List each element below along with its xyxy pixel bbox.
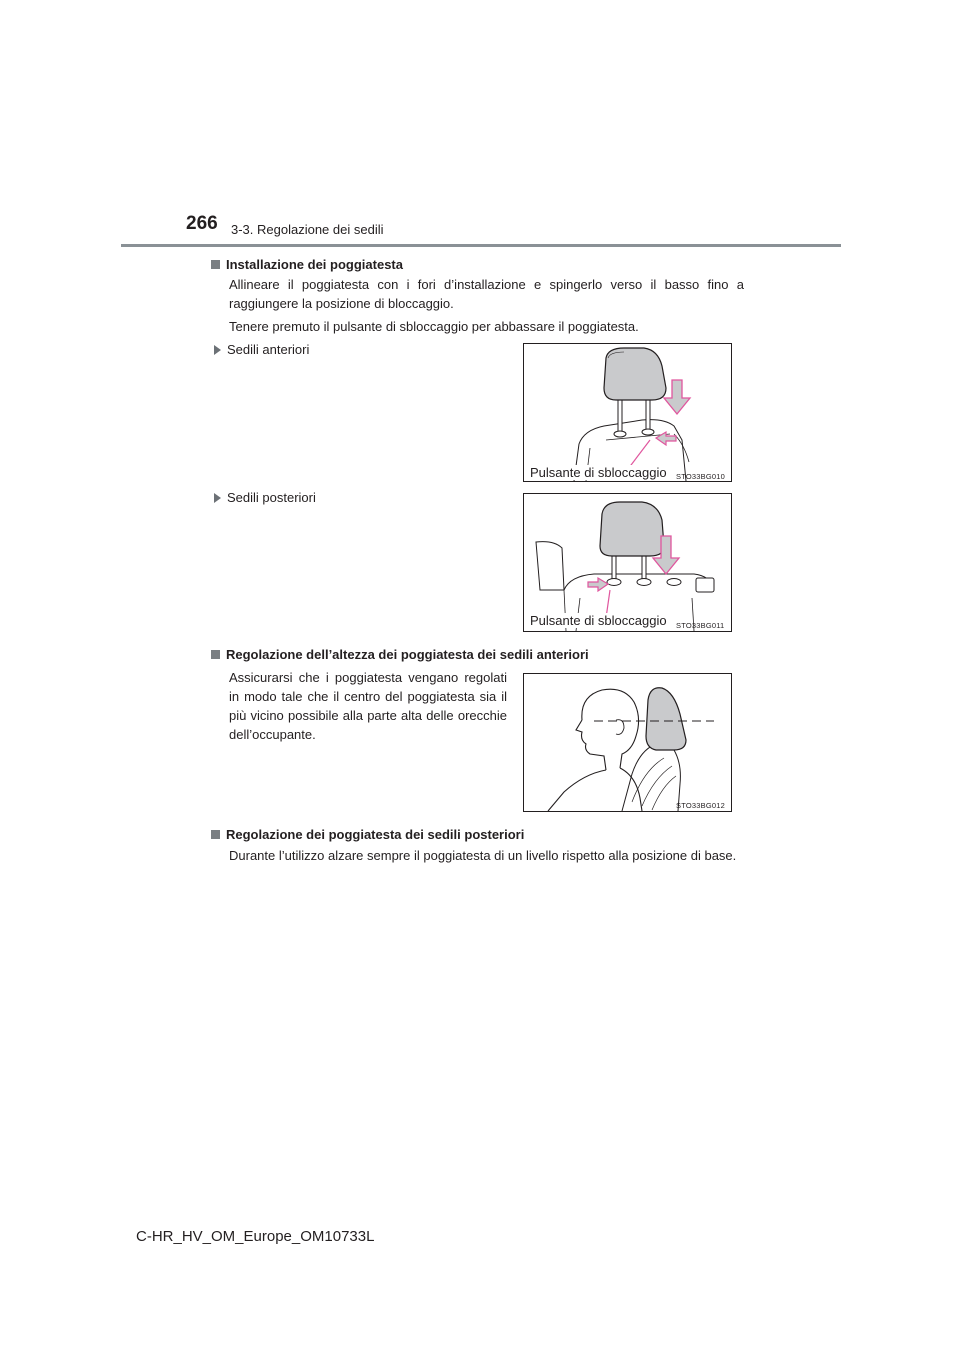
front-seats-label: Sedili anteriori [227, 342, 310, 357]
section-heading-rear-adjust [211, 827, 524, 842]
figure-rear-headrest [523, 493, 732, 632]
rear-adjust-paragraph: Durante l’utilizzo alzare sempre il poggiatesta di un livello rispetto alla posizione di base. [229, 848, 737, 863]
heading-text: Regolazione dell’altezza dei poggiatesta dei sedili anteriori [226, 647, 589, 662]
figure-code: STO33BG011 [676, 621, 725, 630]
document-id: C-HR_HV_OM_Europe_OM10733L [136, 1228, 375, 1245]
triangle-bullet-icon [214, 493, 221, 503]
section-heading-install [211, 257, 403, 272]
figure-occupant-headrest [523, 673, 732, 812]
front-height-paragraph: Assicurarsi che i poggiatesta vengano regolati in modo tale che il centro del poggiatesta sia il più vicino possibile alla parte alta delle orecchie dell’occupante. [229, 670, 507, 742]
occupant-profile-illustration [524, 674, 733, 813]
front-seats-item [214, 342, 309, 357]
figure-code: STO33BG012 [676, 801, 725, 810]
rear-seats-item [214, 490, 316, 505]
square-bullet-icon [211, 650, 220, 659]
figure-label-release-button: Pulsante di sbloccaggio [530, 465, 667, 480]
figure-front-headrest [523, 343, 732, 482]
section-title: 3-3. Regolazione dei sedili [231, 222, 384, 237]
rear-seats-label: Sedili posteriori [227, 490, 316, 505]
figure-label-release-button: Pulsante di sbloccaggio [530, 613, 667, 628]
heading-text: Installazione dei poggiatesta [226, 257, 403, 272]
install-paragraph-2: Tenere premuto il pulsante di sbloccaggio per abbassare il poggiatesta. [229, 319, 639, 334]
triangle-bullet-icon [214, 345, 221, 355]
header-divider [121, 244, 841, 247]
section-heading-front-height [211, 647, 589, 662]
front-headrest-illustration [524, 344, 733, 483]
square-bullet-icon [211, 260, 220, 269]
figure-code: STO33BG010 [676, 472, 725, 481]
heading-text: Regolazione dei poggiatesta dei sedili posteriori [226, 827, 525, 842]
install-paragraph-1: Allineare il poggiatesta con i fori d’installazione e spingerlo verso il basso fino a raggiungere la posizione di bloccaggio. [229, 277, 744, 311]
page-number: 266 [186, 213, 218, 234]
square-bullet-icon [211, 830, 220, 839]
